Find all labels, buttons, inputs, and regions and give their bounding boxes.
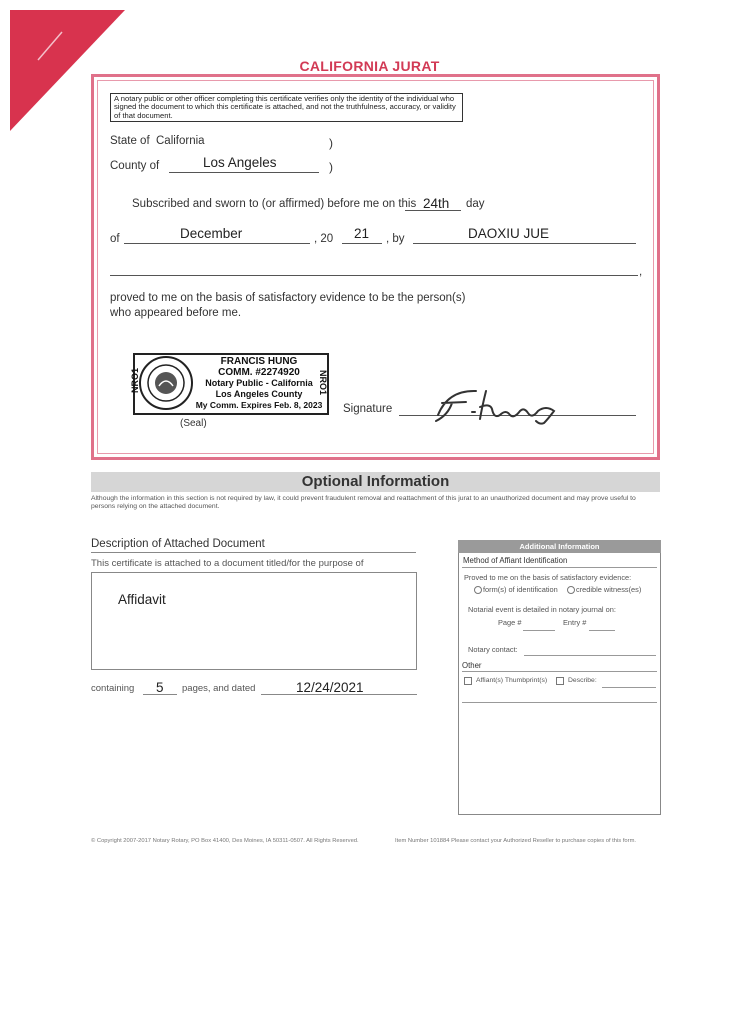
- year-value: 21: [354, 226, 370, 241]
- footer-copyright: © Copyright 2007-2017 Notary Rotary, PO Box 41400, Des Moines, IA 50311-0507. All Rights Reserved.: [91, 838, 359, 844]
- seal-expiration: My Comm. Expires Feb. 8, 2023: [195, 400, 323, 410]
- year-line: [342, 243, 382, 244]
- seal-commission: COMM. #2274920: [218, 367, 300, 378]
- county-label: County of: [110, 160, 160, 172]
- method-rule: [462, 567, 657, 568]
- description-subtext: This certificate is attached to a document titled/for the purpose of: [91, 558, 364, 569]
- credible-witness-radio[interactable]: [567, 586, 575, 594]
- month-line: [124, 243, 310, 244]
- thumbprint-checkbox[interactable]: [464, 677, 472, 685]
- entry-number-label: Entry #: [563, 618, 587, 627]
- state-paren: ): [329, 136, 333, 150]
- description-heading: Description of Attached Document: [91, 538, 265, 550]
- describe-line[interactable]: [602, 687, 656, 688]
- name-value: DAOXIU JUE: [468, 226, 550, 241]
- pages-value: 5: [156, 680, 164, 695]
- additional-info-heading: Additional Information: [458, 540, 661, 553]
- id-form-radio[interactable]: [474, 586, 482, 594]
- name-line-2: [110, 275, 638, 276]
- seal-notary-title: Notary Public - California: [205, 378, 313, 388]
- seal-text-block: [195, 356, 323, 411]
- day-value: 24th: [423, 196, 450, 211]
- sworn-text: Subscribed and sworn to (or affirmed) before me on this: [132, 198, 417, 210]
- page-number-label: Page #: [498, 618, 522, 627]
- notary-contact-label: Notary contact:: [468, 645, 518, 654]
- id-form-label: form(s) of identification: [483, 585, 558, 594]
- seal-label: (Seal): [180, 418, 207, 429]
- describe-line-2: [462, 702, 657, 703]
- method-heading: Method of Affiant Identification: [463, 556, 568, 565]
- page-number-line[interactable]: [523, 630, 555, 631]
- document-title-box: [91, 572, 417, 670]
- other-label: Other: [462, 661, 482, 670]
- comma: ,: [639, 266, 643, 278]
- optional-info-note: Although the information in this section is not required by law, it could prevent fraudulent removal and reattachment of this jurat to an unauthorized document and may prove useful to persons relying on the attached document.: [91, 495, 636, 510]
- seal-side-code-right: NRO1: [318, 370, 328, 396]
- date-value: 12/24/2021: [296, 680, 364, 695]
- other-rule: [462, 671, 657, 672]
- name-line: [413, 243, 636, 244]
- of-label: of: [110, 233, 120, 245]
- journal-text: Notarial event is detailed in notary journal on:: [468, 605, 616, 614]
- footer-item-number: Item Number 101884 Please contact your Authorized Reseller to purchase copies of this form.: [395, 838, 637, 844]
- notice-box: A notary public or other officer completing this certificate verifies only the identity of the individual who signed the document to which this certificate is attached, and not the truthfulness, accuracy, or validity of that document.: [110, 93, 463, 122]
- thumbprint-label: Affiant(s) Thumbprint(s): [476, 677, 548, 684]
- seal-county: Los Angeles County: [215, 389, 303, 399]
- state-label: State of: [110, 135, 150, 147]
- containing-label: containing: [91, 683, 135, 694]
- optional-info-title: Optional Information: [301, 473, 450, 490]
- proved-line-2: who appeared before me.: [110, 307, 242, 319]
- document-title-value: Affidavit: [118, 592, 166, 607]
- county-paren: ): [329, 160, 333, 174]
- notary-seal-emblem: [139, 356, 193, 410]
- state-seal-icon: [141, 358, 191, 408]
- credible-witness-label: credible witness(es): [576, 585, 642, 594]
- month-value: December: [180, 226, 243, 241]
- proved-line-1: proved to me on the basis of satisfactory evidence to be the person(s): [110, 292, 466, 304]
- county-value: Los Angeles: [203, 155, 277, 170]
- year-prefix: , 20: [314, 233, 334, 245]
- county-line: [169, 172, 319, 173]
- seal-notary-name: FRANCIS HUNG: [220, 356, 298, 367]
- description-rule: [91, 552, 416, 553]
- state-value: California: [156, 135, 205, 147]
- form-title: CALIFORNIA JURAT: [299, 58, 440, 74]
- proved-evidence-text: Proved to me on the basis of satisfactory evidence:: [464, 573, 632, 582]
- notary-signature: [428, 385, 568, 425]
- signature-label: Signature: [343, 403, 393, 415]
- by-label: , by: [386, 233, 405, 245]
- describe-checkbox[interactable]: [556, 677, 564, 685]
- describe-label: Describe:: [568, 677, 597, 684]
- seal-side-code-left: NRO1: [130, 368, 140, 394]
- notary-contact-line[interactable]: [524, 655, 656, 656]
- day-label: day: [466, 198, 485, 210]
- pages-dated-label: pages, and dated: [182, 683, 256, 694]
- entry-number-line[interactable]: [589, 630, 615, 631]
